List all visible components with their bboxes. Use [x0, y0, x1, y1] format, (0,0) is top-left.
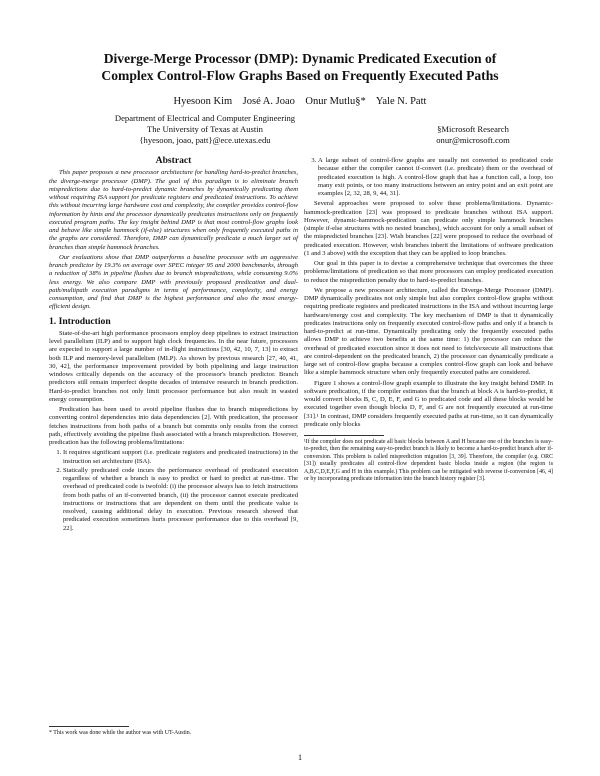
predication-limitations-list-continued — [304, 157, 553, 198]
affiliation-department: Department of Electrical and Computer Engineering — [114, 113, 296, 123]
affiliation-emails: {hyesoon, joao, patt}@ece.utexas.edu — [139, 135, 271, 145]
intro-paragraph-1: State-of-the-art high performance processors employ deep pipelines to extract instruction level parallelism (ILP) and to support high clock frequencies. In the near future, processors are expected to support a large number of in-flight instructions [30, 42, 10, 7, 13] to extract both ILP and memory-level parallelism (MLP). As shown by previous research [27, 40, 41, 30, 42], the performance improvement provided by both pipelining and large instruction windows critically depends on the accuracy of the processor's branch predictor. Branch predictors still remain imperfect despite decades of intensive research in branch prediction. Hard-to-predict branches not only limit processor performance but also result in wasted energy consumption. — [49, 329, 298, 403]
intro-paragraph-2: Predication has been used to avoid pipeline flushes due to branch mispredictions by converting control dependencies into data dependencies [2]. With predication, the processor fetches instructions from both paths of a branch but commits only results from the correct path, effectively avoiding the pipeline flush associated with a branch misprediction. However, predication has the following problems/limitations: — [49, 406, 298, 446]
affiliation-ut-austin — [60, 113, 350, 146]
abstract-paragraph-1: This paper proposes a new processor architecture for handling hard-to-predict branches, the diverge-merge processor (DMP). The goal of this paradigm is to eliminate branch mispredictions due to hard-to-predict dynamic branches by dynamically predicating them without requiring ISA support for predicate registers and predicated instructions. To achieve this without incurring large hardware cost and complexity, the compiler provides control-flow information by hints and the processor dynamically predicates instructions only on frequently executed program paths. The key insight behind DMP is that most control-flow graphs look and behave like simple hammock (if-else) structures when only frequently executed paths in the graphs are considered. Therefore, DMP can dynamically predicate a much larger set of branches than simple hammock branches. — [49, 169, 298, 251]
right-paragraph-2: Our goal in this paper is to devise a comprehensive technique that overcomes the three problems/limitations of predication so that more processors can employ predicated execution to reduce the misprediction penalty due to hard-to-predict branches. — [304, 260, 553, 284]
list-item: 2. Statically predicated code incurs the performance overhead of predicated execution regardless of whether a branch is easy to predict or hard to predict at run-time. The overhead of predicated code is twofold: (i) the processor always has to fetch instructions from both paths of an if-converted branch, (ii) the processor cannot execute predicated instructions or instructions that are dependent on them until the predicate value is resolved, causing additional delay in execution. Previous research showed that predicated execution sometimes hurts processor performance due to this overhead [9, 22]. — [63, 467, 298, 533]
affiliation-ms-research: §Microsoft Research — [437, 124, 509, 134]
left-column — [49, 157, 298, 535]
author-footnote: * This work was done while the author was with UT-Austin. — [49, 730, 192, 736]
list-item: 1. It requires significant support (i.e. predicate registers and predicated instructions) in the instruction set architecture (ISA). — [63, 449, 298, 466]
title-line-2: Complex Control-Flow Graphs Based on Frequently Executed Paths — [101, 68, 499, 83]
right-footnote: ¹If the compiler does not predicate all basic blocks between A and H because one of the branches is easy-to-predict, then the remaining easy-to-predict branch is likely to become a hard-to-predict branch after if-conversion. This problem is called misprediction migration [3, 39]. Therefore, the compiler (e.g. ORC [31]) usually predicates all control-flow dependent basic blocks inside a region (the region is A,B,C,D,E,F,G and H in this example.) This problem can be mitigated with reverse if-conversion [46, 4] or by incorporating predicate information into the branch history register [3]. — [304, 439, 553, 483]
left-footnote — [49, 726, 298, 737]
author-list: Hyesoon Kim José A. Joao Onur Mutlu§* Yale N. Patt — [173, 96, 427, 107]
footnote-divider — [49, 726, 129, 727]
abstract — [49, 169, 298, 311]
introduction-heading: 1. Introduction — [49, 315, 111, 327]
page-number: 1 — [297, 752, 303, 762]
abstract-paragraph-2: Our evaluations show that DMP outperforms a baseline processor with an aggressive branch predictor by 19.3% on average over SPEC integer 95 and 2000 benchmarks, through a reduction of 38% in pipeline flushes due to branch mispredictions, while consuming 9.0% less energy. We also compare DMP with previously proposed predication and dual-path/multipath execution paradigms in terms of performance, complexity, and energy consumption, and find that DMP is the highest performance and also the most energy-efficient design. — [49, 253, 298, 311]
title-line-1: Diverge-Merge Processor (DMP): Dynamic Predicated Execution of — [103, 51, 497, 66]
list-item: 3. A large subset of control-flow graphs are usually not converted to predicated code because either the compiler cannot if-convert (i.e. predicate) them or the overhead of predicated execution is high. A control-flow graph that has a function call, a loop, too many exit points, or too many instructions between an entry point and an exit point are examples [2, 32, 28, 9, 44, 31]. — [318, 157, 553, 198]
affiliation-ms-email: onur@microsoft.com — [436, 135, 510, 145]
paper-title — [40, 50, 560, 84]
footnote-divider — [304, 435, 384, 436]
affiliation-university: The University of Texas at Austin — [147, 124, 263, 134]
right-paragraph-4: Figure 1 shows a control-flow graph example to illustrate the key insight behind DMP. In software predication, if the compiler estimates that the branch at block A is hard-to-predict, it would convert blocks B, C, D, E, F, and G to predicated code and all these blocks would be executed together even though blocks D, F, and G are not frequently executed at run-time [31].¹ In contrast, DMP considers frequently executed paths at run-time, so it can dynamically predicate only blocks — [304, 379, 553, 428]
predication-limitations-list — [49, 449, 298, 533]
right-paragraph-3: We propose a new processor architecture, called the Diverge-Merge Processor (DMP). DMP dynamically predicates not only simple but also complex control-flow graphs without requiring predicate registers and predicated instructions in the ISA and without incurring large hardware/energy cost and complexity. The key mechanism of DMP is that it dynamically predicates instructions only on frequently executed control-flow paths and only if a branch is hard-to-predict at run-time. Dynamically predicating only the frequently executed paths allows DMP to achieve two benefits at the same time: 1) the processor can reduce the overhead of predicated execution since it does not need to fetch/execute all instructions that are control-dependent on the predicated branch, 2) the processor can dynamically predicate a large set of control-flow graphs because a complex control-flow graph can look and behave like a simple hammock structure when only frequently executed paths are considered. — [304, 286, 553, 377]
abstract-heading: Abstract — [155, 155, 192, 166]
right-column — [304, 157, 553, 483]
right-paragraph-1: Several approaches were proposed to solve these problems/limitations. Dynamic-hammock-predication [23] was proposed to predicate branches without ISA support. However, dynamic-hammock-predication can predicate only simple hammock branches (simple if-else structures with no nested branches), which account for only a small subset of the mispredicted branches [23]. Wish branches [22] were proposed to reduce the overhead of predicated execution. However, wish branches inherit the limitations of software predication (1 and 3 above) with the exception that they can be applied to loop branches. — [304, 200, 553, 257]
affiliation-microsoft — [378, 124, 568, 146]
